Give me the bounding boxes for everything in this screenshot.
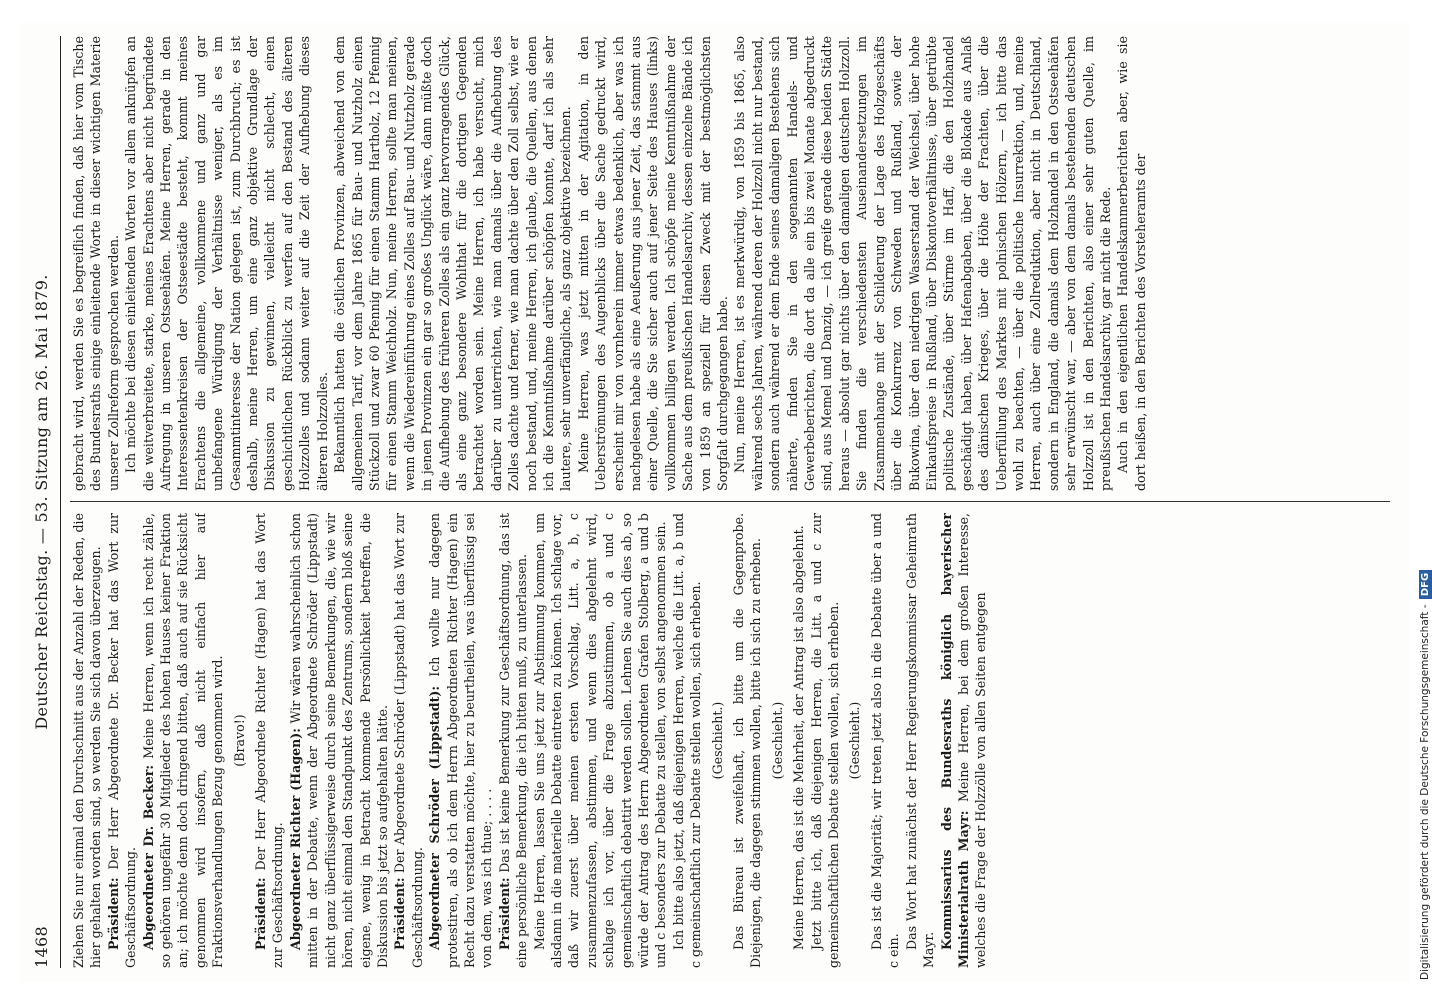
speaker-name: Abgeordneter Dr. Becker:	[140, 764, 156, 950]
speech-paragraph	[426, 513, 496, 968]
speech-text: Meine Herren, bei dem großen Interesse, welches die Frage der Holzzölle von allen Seiten entgegen	[955, 513, 989, 968]
text-paragraph: Ich bitte also jetzt, daß diejenigen Herren, welche die Litt. a, b und c gemeinschaftlich zur Debatte stellen wollen, sich erheben.	[670, 513, 704, 968]
rotated-page	[20, 22, 1410, 982]
digitization-credit	[1418, 40, 1432, 980]
text-paragraph: Ziehen Sie nur einmal den Durchschnitt aus der Anzahl der Reden, die hier gehalten worden sind, so werden Sie sich davon überzeugen.	[71, 513, 104, 968]
text-paragraph: Jetzt bitte ich, daß diejenigen Herren, die Litt. a und c zur gemeinschaftlichen Debatte stellen wollen, sich erheben.	[808, 513, 842, 968]
text-paragraph: gebracht wird, werden Sie es begreiflich finden, daß hier vom Tische des Bundesraths einige einleitende Worte in dieser wichtigen Materie unserer Zollreform gesprochen werden.	[71, 36, 121, 491]
stage-direction: (Geschieht.)	[769, 701, 785, 780]
stage-direction: (Geschieht.)	[709, 701, 725, 780]
speech-text: Der Herr Abgeordnete Richter (Hagen) hat das Wort zur Geschäftsordnung.	[253, 513, 286, 968]
text-paragraph: Nun, meine Herren, ist es merkwürdig, von 1859 bis 1865, also während sechs Jahren, während deren der Holzzoll nicht nur bestand, sondern auch während er dem Ende seines damaligen Bestehens sich näherte, finden Sie in den sogenannten Handels- und Gewerbeberichten, die dort da alle ein bis zwei Monate abgedruckt sind, aus Memel und Danzig, — ich greife gerade diese beiden Städte heraus — absolut gar nichts über den damaligen deutschen Holzzoll. Sie finden die verschiedensten Auseinandersetzungen im Zusammenhange mit der Schilderung der Lage des Holzgeschäfts über die Konkurrenz von Schweden und Rußland, sowie der Bukowina, über den niedrigen Wasserstand der Weichsel, über hohe Einkaufspreise in Rußland, über Diskontoverhältnisse, über getrübte politische Zustände, über Stürme im Haff, die den Holzhandel geschädigt haben, über Hafenabgaben, über die Blokade aus Anlaß des dänischen Krieges, über die Höhe der Frachten, über die Ueberfüllung des Marktes mit polnischen Hölzern, — ich bitte das wohl zu beachten, — über die politische Insurrektion, und, meine Herren, auch über eine Zollreduktion, aber nicht in Deutschland, sondern in England, die damals dem Holzhandel in den Ostseehäfen sehr erwünscht war, — aber von dem damals bestehenden deutschen Holzzoll ist in den Berichten, also einer sehr guten Quelle, im preußischen Handelsarchiv, gar nicht die Rede.	[732, 36, 1113, 491]
text-paragraph: Das Wort hat zunächst der Herr Regierungskommissar Geheimrath Mayr.	[903, 513, 937, 968]
speech-paragraph	[252, 513, 287, 968]
speaker-name: Abgeordneter Schröder (Lippstadt):	[427, 685, 443, 950]
dfg-logo: DFG	[1419, 570, 1432, 599]
speaker-name: Präsident:	[253, 877, 269, 950]
speech-paragraph	[140, 513, 227, 968]
stage-direction: (Bravo!)	[231, 714, 247, 767]
speaker-name: Kommissarius des Bundesraths königlich bayerischer Ministerialrath Mayr:	[938, 513, 971, 968]
text-paragraph: Meine Herren, was jetzt mitten in der Agitation, in den Ueberströmungen des Augenblicks über die Sache gedruckt wird, erscheint mir von vornherein immer etwas bedenklich, aber was ich nachgelesen habe als eine Aeußerung aus jener Zeit, das stammt aus einer Quelle, die Sie sicher auch auf jener Seite des Hauses (links) vollkommen billigen werden. Ich schöpfe meine Kenntnißnahme der Sache aus dem preußischen Handelsarchiv, dessen einzelne Bände ich von 1859 an speziell für diesen Zweck mit der bestmöglichsten Sorgfalt durchgegangen habe.	[575, 36, 731, 491]
speaker-name: Präsident:	[392, 877, 408, 950]
text-paragraph: Meine Herren, das ist die Mehrheit, der Antrag ist also abgelehnt.	[791, 525, 807, 950]
speech-paragraph	[938, 513, 990, 968]
text-paragraph: Das Büreau ist zweifelhaft, ich bitte um die Gegenprobe. Diejenigen, die dagegen stimmen wollen, bitte ich sich zu erheben.	[731, 513, 764, 968]
speech-paragraph	[496, 513, 531, 968]
header-rule	[60, 36, 61, 968]
page-header	[26, 36, 56, 968]
right-column	[70, 36, 1390, 491]
speech-paragraph	[287, 513, 391, 968]
speech-text: Ich wollte nur dagegen protestiren, als ob ich dem Herrn Abgeordneten Richter (Hagen) ein Recht dazu verstatten möchte, hier zu beurtheilen, was überflüssig sei von dem, was ich thue; . . . .	[427, 513, 495, 968]
speaker-name: Abgeordneter Richter (Hagen):	[287, 728, 303, 950]
speaker-name: Präsident:	[105, 877, 121, 950]
speech-text: Wir wären wahrscheinlich schon mitten in der Debatte, wenn der Abgeordnete Schröder (Lippstadt) nicht ganz überflüssigerweise durch seine Bemerkungen, die, wie wir hören, nicht einmal den Standpunkt des Zentrums, sondern bloß seine eigene, wenig in Betracht kommende Persönlichkeit betreffen, die Diskussion bis jetzt so aufgehalten hätte.	[287, 513, 390, 968]
speech-paragraph	[391, 513, 426, 968]
stage-direction: (Geschieht.)	[847, 701, 863, 780]
text-paragraph: Ich möchte bei diesen einleitenden Worten vor allem anknüpfen an die weitverbreitete, starke, meines Erachtens aber nicht begründete Aufregung in unseren Ostseehäfen. Meine Herren, gerade in den Interessentenkreisen der Ostseestädte besteht, kommt meines Erachtens die allgemeine, vollkommene und ganz und gar unbefangene Würdigung der Verhältnisse weniger, als es im Gesammtinteresse der Nation gelegen ist, zum Durchbruch; es ist deshalb, meine Herren, um eine ganz objektive Grundlage der Diskussion zu gewinnen, vielleicht nicht schlecht, einen geschichtlichen Rückblick zu werfen auf den Bestand des älteren Holzzolles und sodann weiter auf die Zeit der Aufhebung dieses älteren Holzzolles.	[123, 36, 330, 491]
speech-paragraph	[105, 513, 140, 968]
speaker-name: Präsident:	[496, 877, 512, 950]
text-paragraph: Das ist die Majorität; wir treten jetzt also in die Debatte über a und c ein.	[868, 513, 902, 968]
left-column	[70, 513, 1390, 968]
text-paragraph: Meine Herren, lassen Sie uns jetzt zur Abstimmung kommen, um alsdann in die materielle Debatte eintreten zu können. Ich schlage vor, daß wir zuerst über meinen ersten Vorschlag, Litt. a, b, c zusammenzufassen, abstimmen, und wenn dies abgelehnt wird, schlage ich vor, über die Frage abzustimmen, ob a und c gemeinschaftlich debattirt werden sollen. Lehnen Sie auch dies ab, so würde der Antrag des Herrn Abgeordneten Grafen Stolberg, a und b und c besonders zur Debatte zu stellen, von selbst angenommen sein.	[531, 513, 669, 968]
text-paragraph: Bekanntlich hatten die östlichen Provinzen, abweichend von dem allgemeinen Tarif, vor dem Jahre 1865 für Bau- und Nutzholz einen Stückzoll und zwar 60 Pfennig für einen Stamm Hartholz, 12 Pfennig für einen Stamm Weichholz. Nun, meine Herren, sollte man meinen, wenn die Wiedereinführung eines Zolles auf Bau- und Nutzholz gerade in jenen Provinzen ein gar so großes Unglück wäre, dann müßte doch die Aufhebung des früheren Zolles als ein ganz hervorragendes Glück, als eine ganz besondere Wohlthat für die dortigen Gegenden betrachtet worden sein. Meine Herren, ich habe versucht, mich darüber zu unterrichten, wie man damals über die Aufhebung des Zolles dachte und ferner, wie man dachte über den Zoll selbst, wie er noch bestand, und, meine Herren, ich glaube, die Quellen, aus denen ich die Kenntnißnahme darüber schöpfen konnte, darf ich als sehr lautere, sehr unverfängliche, als ganz objektive bezeichnen.	[332, 36, 574, 491]
column-divider	[70, 501, 1390, 502]
running-title: Deutscher Reichstag. — 53. Sitzung am 26. Mai 1879.	[32, 274, 51, 730]
speech-text: Das ist keine Bemerkung zur Geschäftsordnung, das ist eine persönliche Bemerkung, die ich bitten muß, zu unterlassen.	[496, 513, 530, 968]
page-number: 1468	[32, 926, 51, 968]
speech-text: Der Herr Abgeordnete Dr. Becker hat das Wort zur Geschäftsordnung.	[105, 513, 139, 968]
text-paragraph: Auch in den eigentlichen Handelskammerberichten aber, wie sie dort heißen, in den Berichten des Vorsteheramts der	[1115, 36, 1148, 491]
speech-text: Der Abgeordnete Schröder (Lippstadt) hat das Wort zur Geschäftsordnung.	[392, 513, 425, 968]
credit-text: Digitalisierung gefördert durch die Deutsche Forschungsgemeinschaft -	[1419, 604, 1431, 980]
speech-text: Meine Herren, wenn ich recht zähle, so gehören ungefähr 30 Mitglieder des hohen Hauses keiner Fraktion an; ich möchte denn doch dringend bitten, daß auch auf sie Rücksicht genommen wird insofern, daß nicht einfach hier auf Fraktionsverhandlungen Bezug genommen wird.	[140, 513, 226, 968]
